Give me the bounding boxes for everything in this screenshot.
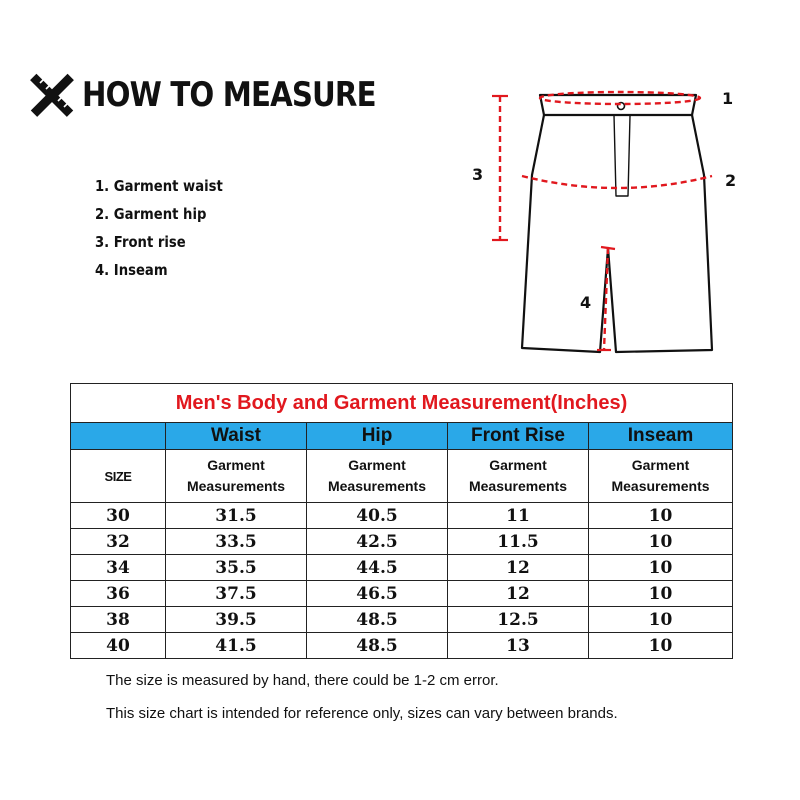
hip-cell: 44.5	[307, 555, 448, 581]
diagram-label-2: 2	[725, 171, 737, 190]
note-measurement-error: The size is measured by hand, there could be 1-2 cm error.	[106, 672, 499, 689]
step-hip: 2. Garment hip	[95, 205, 207, 223]
table-row	[71, 581, 733, 607]
waist-cell: 33.5	[166, 529, 307, 555]
diagram-label-1: 1	[722, 89, 734, 108]
front-rise-cell: 11.5	[448, 529, 589, 555]
subheader-front-rise: Garment Measurements	[448, 450, 589, 503]
column-inseam: Inseam	[589, 423, 733, 450]
ruler-pencil-icon	[30, 73, 74, 117]
subheader-waist: Garment Measurements	[166, 450, 307, 503]
measure-lines	[500, 92, 712, 350]
waist-cell: 41.5	[166, 633, 307, 659]
note-reference-only: This size chart is intended for reference only, sizes can vary between brands.	[106, 705, 618, 722]
subheader-hip: Garment Measurements	[307, 450, 448, 503]
waist-cell: 31.5	[166, 503, 307, 529]
hip-cell: 40.5	[307, 503, 448, 529]
table-row	[71, 503, 733, 529]
inseam-cell: 10	[589, 607, 733, 633]
column-waist: Waist	[166, 423, 307, 450]
size-cell: 32	[71, 529, 166, 555]
column-blank	[71, 423, 166, 450]
size-header: SIZE	[71, 450, 166, 503]
front-rise-cell: 13	[448, 633, 589, 659]
table-row	[71, 633, 733, 659]
step-inseam: 4. Inseam	[95, 261, 168, 279]
inseam-cell: 10	[589, 555, 733, 581]
size-cell: 36	[71, 581, 166, 607]
waist-cell: 35.5	[166, 555, 307, 581]
shorts-diagram	[460, 80, 760, 370]
diagram-label-4: 4	[580, 293, 592, 312]
size-cell: 34	[71, 555, 166, 581]
inseam-cell: 10	[589, 529, 733, 555]
inseam-cell: 10	[589, 633, 733, 659]
page-title: HOW TO MEASURE	[82, 75, 376, 115]
size-cell: 30	[71, 503, 166, 529]
hip-cell: 46.5	[307, 581, 448, 607]
front-rise-cell: 12.5	[448, 607, 589, 633]
inseam-cell: 10	[589, 503, 733, 529]
hip-cell: 48.5	[307, 607, 448, 633]
subheader-inseam: Garment Measurements	[589, 450, 733, 503]
hip-cell: 42.5	[307, 529, 448, 555]
hip-cell: 48.5	[307, 633, 448, 659]
inseam-cell: 10	[589, 581, 733, 607]
waist-cell: 37.5	[166, 581, 307, 607]
table-row	[71, 607, 733, 633]
step-waist: 1. Garment waist	[95, 177, 223, 195]
notes	[106, 664, 618, 730]
column-hip: Hip	[307, 423, 448, 450]
waist-cell: 39.5	[166, 607, 307, 633]
table-row	[71, 529, 733, 555]
step-front-rise: 3. Front rise	[95, 233, 186, 251]
column-front-rise: Front Rise	[448, 423, 589, 450]
diagram-label-3: 3	[472, 165, 484, 184]
shorts-outline-icon	[522, 95, 712, 352]
hip-line	[522, 176, 712, 188]
front-rise-cell: 12	[448, 555, 589, 581]
size-cell: 38	[71, 607, 166, 633]
table-row	[71, 555, 733, 581]
size-chart-table	[70, 383, 733, 659]
header	[30, 70, 424, 120]
measure-steps-list	[95, 174, 240, 286]
size-cell: 40	[71, 633, 166, 659]
front-rise-cell: 11	[448, 503, 589, 529]
table-caption: Men's Body and Garment Measurement(Inches)	[71, 384, 733, 423]
front-rise-cell: 12	[448, 581, 589, 607]
